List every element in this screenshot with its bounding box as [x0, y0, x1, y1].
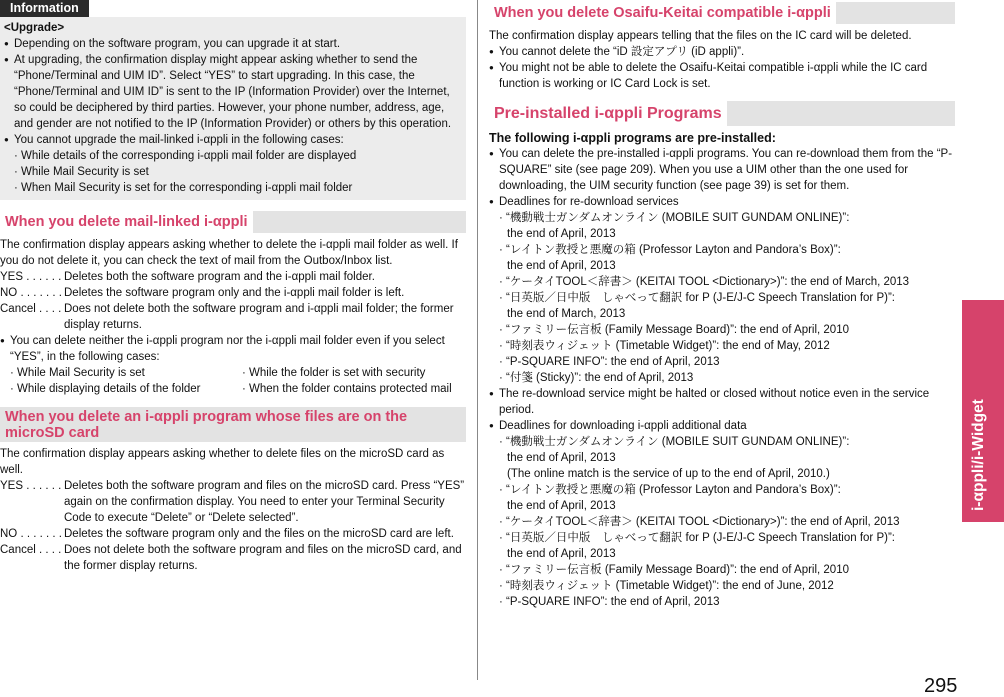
additional-item: · “ケータイTOOL＜辞書＞ (KEITAI TOOL <Dictionary>)”: the end of April, 2013	[499, 516, 900, 528]
redownload-item: · “機動戦士ガンダムオンライン (MOBILE SUIT GUNDAM ONLINE)”:	[499, 212, 850, 224]
information-box	[0, 17, 466, 200]
mail-case-item: · When the folder contains protected mail	[242, 383, 452, 395]
preinstalled-bullet-1: ● You can delete the pre-installed i-αppli programs. You can re-download them from the “P-SQUARE” site (see page 209). When you use a UIM other than the one used for downloading, the UIM security function (see page 39) is set for them.	[489, 146, 955, 194]
mail-case-item: · While the folder is set with security	[242, 367, 426, 379]
redownload-deadline: the end of March, 2013	[507, 308, 626, 320]
preinstalled-heading: Pre-installed i-αppli Programs	[489, 101, 727, 126]
microsd-heading: When you delete an i-αppli program whose files are on the microSD card	[0, 407, 466, 442]
preinstalled-bullet-3: ● The re-download service might be halted or closed without notice even in the service period.	[489, 386, 955, 418]
mail-def-cancel: Cancel . . . . Does not delete both the software program and i-αppli mail folder; the former display returns.	[0, 303, 454, 331]
osaifu-paragraph: The confirmation display appears telling that the files on the IC card will be deleted.	[489, 30, 912, 42]
redownload-item: · “付箋 (Sticky)”: the end of April, 2013	[499, 372, 694, 384]
additional-note: (The online match is the service of up to the end of April, 2010.)	[507, 468, 830, 480]
info-case-item: · While details of the corresponding i-αppli mail folder are displayed	[14, 150, 357, 162]
preinstalled-bullet-2: ● Deadlines for re-download services	[489, 194, 955, 210]
additional-item: · “P-SQUARE INFO”: the end of April, 2013	[499, 596, 720, 608]
microsd-paragraph: The confirmation display appears asking whether to delete files on the microSD card as well.	[0, 448, 445, 476]
redownload-deadline: the end of April, 2013	[507, 260, 616, 272]
redownload-item: · “ファミリー伝言板 (Family Message Board)”: the end of April, 2010	[499, 324, 849, 336]
info-bullet-1: ● Depending on the software program, you can upgrade it at start.	[4, 36, 462, 52]
osaifu-bullet-1: ● You cannot delete the “iD 設定アプリ (iD appli)”.	[489, 44, 955, 60]
additional-deadline: the end of April, 2013	[507, 548, 616, 560]
mail-heading: When you delete mail-linked i-αppli	[0, 211, 253, 233]
mail-bullet: ● You can delete neither the i-αppli program nor the i-αppli mail folder even if you select “YES”, in the following cases:	[0, 333, 466, 365]
preinstalled-heading-bar	[489, 101, 955, 126]
additional-deadline: the end of April, 2013	[507, 452, 616, 464]
redownload-item: · “日英版／日中版 しゃべって翻訳 for P (J-E/J-C Speech Translation for P)”:	[499, 292, 895, 304]
chapter-side-tab	[962, 300, 1004, 522]
mail-paragraph: The confirmation display appears asking whether to delete the i-αppli mail folder as well. If you do not delete it, you can check the text of mail from the Outbox/Inbox list.	[0, 239, 458, 267]
mail-def-yes: YES . . . . . . Deletes both the software program and the i-αppli mail folder.	[0, 271, 375, 283]
redownload-item: · “ケータイTOOL＜辞書＞ (KEITAI TOOL <Dictionary>)”: the end of March, 2013	[499, 276, 910, 288]
info-case-item: · While Mail Security is set	[14, 166, 149, 178]
additional-item: · “ファミリー伝言板 (Family Message Board)”: the end of April, 2010	[499, 564, 849, 576]
information-tag: Information	[0, 0, 89, 17]
column-divider	[477, 0, 478, 680]
additional-deadline: the end of April, 2013	[507, 500, 616, 512]
additional-item: · “機動戦士ガンダムオンライン (MOBILE SUIT GUNDAM ONLINE)”:	[499, 436, 850, 448]
preinstalled-bullet-4: ● Deadlines for downloading i-αppli additional data	[489, 418, 955, 434]
mail-cases-row-1	[0, 365, 466, 381]
info-case-item: · When Mail Security is set for the corresponding i-αppli mail folder	[14, 182, 353, 194]
redownload-item: · “レイトン教授と悪魔の箱 (Professor Layton and Pandora’s Box)”:	[499, 244, 841, 256]
chapter-side-tab-label: i-αppli/i-Widget	[970, 399, 987, 511]
additional-item: · “時刻表ウィジェット (Timetable Widget)”: the end of June, 2012	[499, 580, 834, 592]
redownload-deadline: the end of April, 2013	[507, 228, 616, 240]
upgrade-title: <Upgrade>	[4, 22, 65, 34]
microsd-def-no: NO . . . . . . . Deletes the software program only and the files on the microSD card are left.	[0, 528, 454, 540]
mail-case-item: · While Mail Security is set	[10, 367, 145, 379]
left-column	[0, 0, 466, 574]
osaifu-heading-bar	[489, 2, 955, 24]
osaifu-bullet-2: ● You might not be able to delete the Osaifu-Keitai compatible i-αppli while the IC card function is working or IC Card Lock is set.	[489, 60, 955, 92]
microsd-def-cancel: Cancel . . . . Does not delete both the software program and files on the microSD card, and the former display returns.	[0, 544, 462, 572]
redownload-item: · “時刻表ウィジェット (Timetable Widget)”: the end of May, 2012	[499, 340, 830, 352]
right-column	[489, 0, 955, 610]
osaifu-heading: When you delete Osaifu-Keitai compatible i-αppli	[489, 2, 836, 24]
mail-cases-row-2	[0, 381, 466, 397]
additional-item: · “日英版／日中版 しゃべって翻訳 for P (J-E/J-C Speech Translation for P)”:	[499, 532, 895, 544]
page-number: 295	[924, 675, 958, 697]
mail-case-item: · While displaying details of the folder	[10, 383, 201, 395]
redownload-item: · “P-SQUARE INFO”: the end of April, 2013	[499, 356, 720, 368]
mail-def-no: NO . . . . . . . Deletes the software program only and the i-αppli mail folder is left.	[0, 287, 405, 299]
info-bullet-2: ● At upgrading, the confirmation display might appear asking whether to send the “Phone/Terminal and UIM ID”. Select “YES” to start upgrading. In this case, the “Phone/Terminal and UIM ID” is sent to the IP (Information Provider) over the Internet, so could be deciphered by third parties. However, your phone number, address, age, and gender are not notified to the IP (Information Provider) or others by this operation.	[4, 52, 462, 132]
info-bullet-3: ● You cannot upgrade the mail-linked i-αppli in the following cases:	[4, 132, 462, 148]
preinstalled-subtitle: The following i-αppli programs are pre-installed:	[489, 131, 776, 145]
microsd-def-yes: YES . . . . . . Deletes both the software program and files on the microSD card. Press “YES” again on the confirmation display. You need to enter your Terminal Security Code to execute “Delete” or “Delete selected”.	[0, 480, 465, 524]
additional-item: · “レイトン教授と悪魔の箱 (Professor Layton and Pandora’s Box)”:	[499, 484, 841, 496]
mail-heading-bar	[0, 211, 466, 233]
